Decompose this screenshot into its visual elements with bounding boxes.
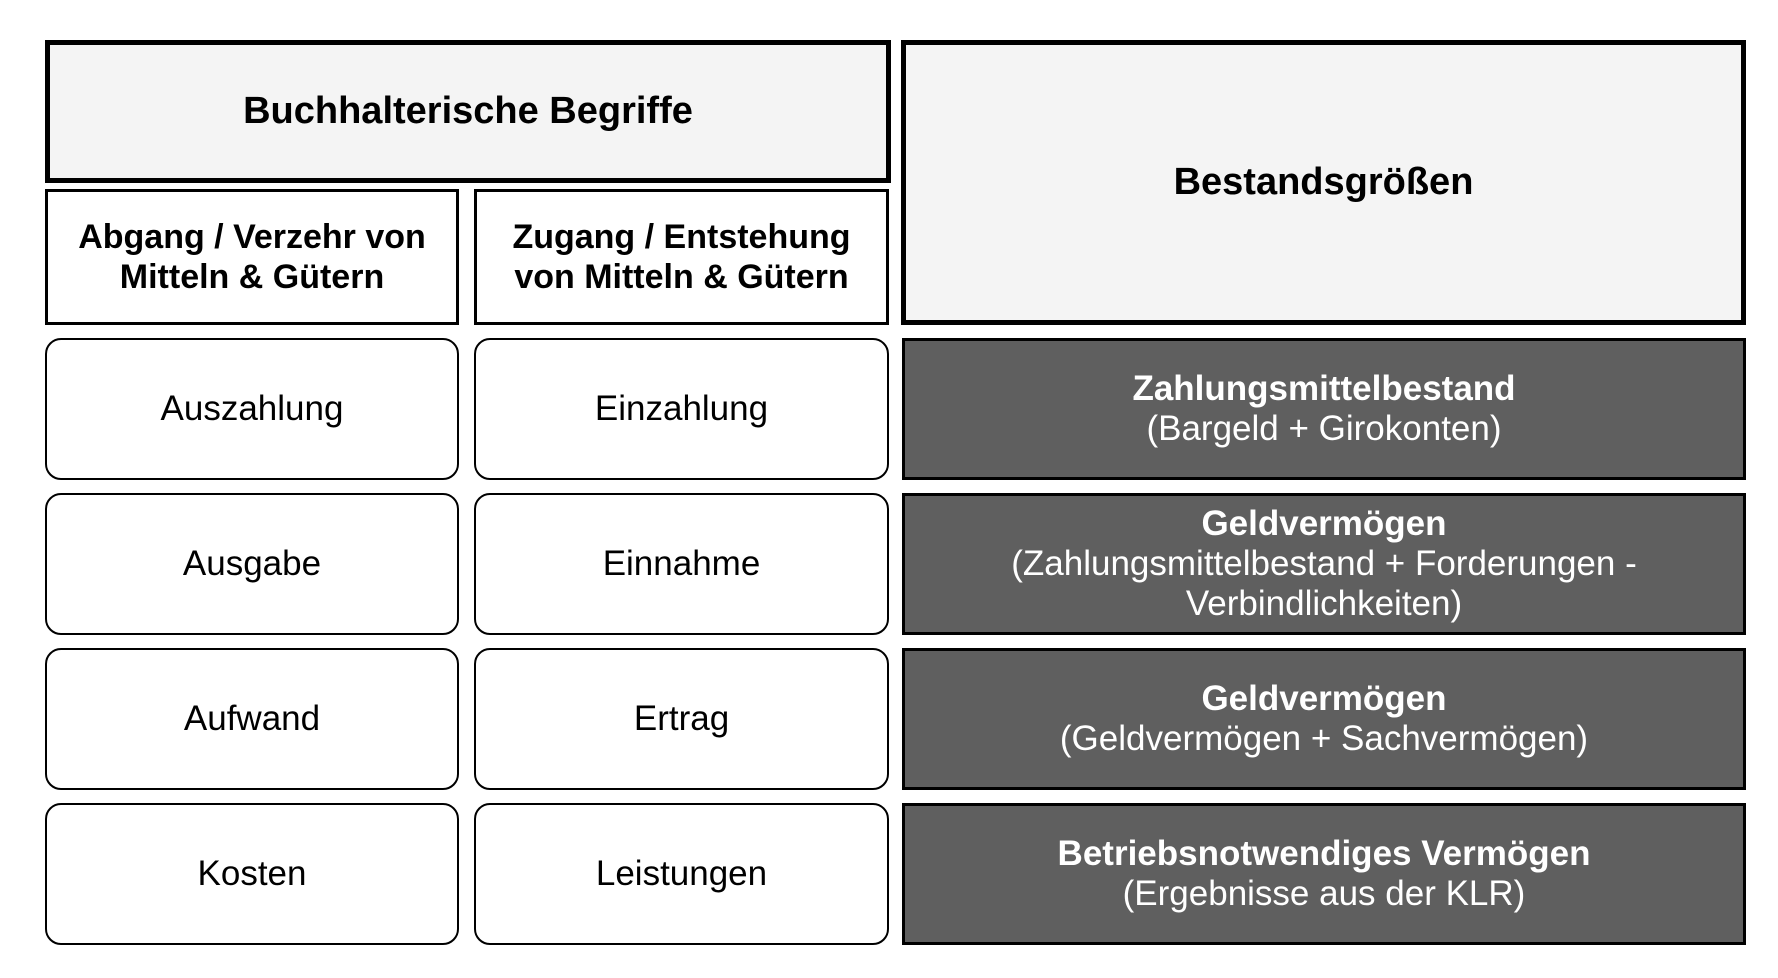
term-label: Einnahme bbox=[602, 544, 761, 583]
term-ertrag bbox=[474, 648, 889, 790]
stock-description: (Geldvermögen + Sachvermögen) bbox=[1059, 719, 1589, 758]
subheader-abgang bbox=[45, 189, 459, 325]
term-label: Auszahlung bbox=[160, 389, 344, 428]
stock-geldvermoegen bbox=[902, 493, 1746, 635]
term-label: Ertrag bbox=[633, 699, 730, 738]
term-label: Ausgabe bbox=[182, 544, 322, 583]
subheader-abgang-line1: Abgang / Verzehr von bbox=[78, 218, 426, 256]
term-einzahlung bbox=[474, 338, 889, 480]
stock-title: Zahlungsmittelbestand bbox=[1132, 369, 1516, 408]
subheader-zugang bbox=[474, 189, 889, 325]
stock-title: Betriebsnotwendiges Vermögen bbox=[1057, 834, 1591, 873]
stock-description: (Bargeld + Girokonten) bbox=[1146, 409, 1502, 448]
term-einnahme bbox=[474, 493, 889, 635]
term-label: Leistungen bbox=[595, 854, 768, 893]
stock-geldvermoegen-sach bbox=[902, 648, 1746, 790]
header-right-title: Bestandsgrößen bbox=[1173, 161, 1474, 203]
stock-description-cont: Verbindlichkeiten) bbox=[1185, 584, 1463, 623]
term-leistungen bbox=[474, 803, 889, 945]
term-label: Einzahlung bbox=[594, 389, 769, 428]
header-bestandsgroessen bbox=[901, 40, 1746, 325]
stock-zahlungsmittelbestand bbox=[902, 338, 1746, 480]
stock-title: Geldvermögen bbox=[1201, 504, 1447, 543]
stock-betriebsnotwendiges-vermoegen bbox=[902, 803, 1746, 945]
term-label: Kosten bbox=[197, 854, 307, 893]
term-aufwand bbox=[45, 648, 459, 790]
term-kosten bbox=[45, 803, 459, 945]
term-auszahlung bbox=[45, 338, 459, 480]
term-label: Aufwand bbox=[183, 699, 321, 738]
header-buchhalterische-begriffe bbox=[45, 40, 891, 183]
stock-description: (Zahlungsmittelbestand + Forderungen - bbox=[1011, 544, 1637, 583]
subheader-abgang-line2: Mitteln & Gütern bbox=[119, 258, 385, 296]
subheader-zugang-line1: Zugang / Entstehung bbox=[512, 218, 851, 256]
term-ausgabe bbox=[45, 493, 459, 635]
subheader-zugang-line2: von Mitteln & Gütern bbox=[514, 258, 849, 296]
stock-description: (Ergebnisse aus der KLR) bbox=[1122, 874, 1526, 913]
stock-title: Geldvermögen bbox=[1201, 679, 1447, 718]
header-main-title: Buchhalterische Begriffe bbox=[243, 90, 693, 132]
